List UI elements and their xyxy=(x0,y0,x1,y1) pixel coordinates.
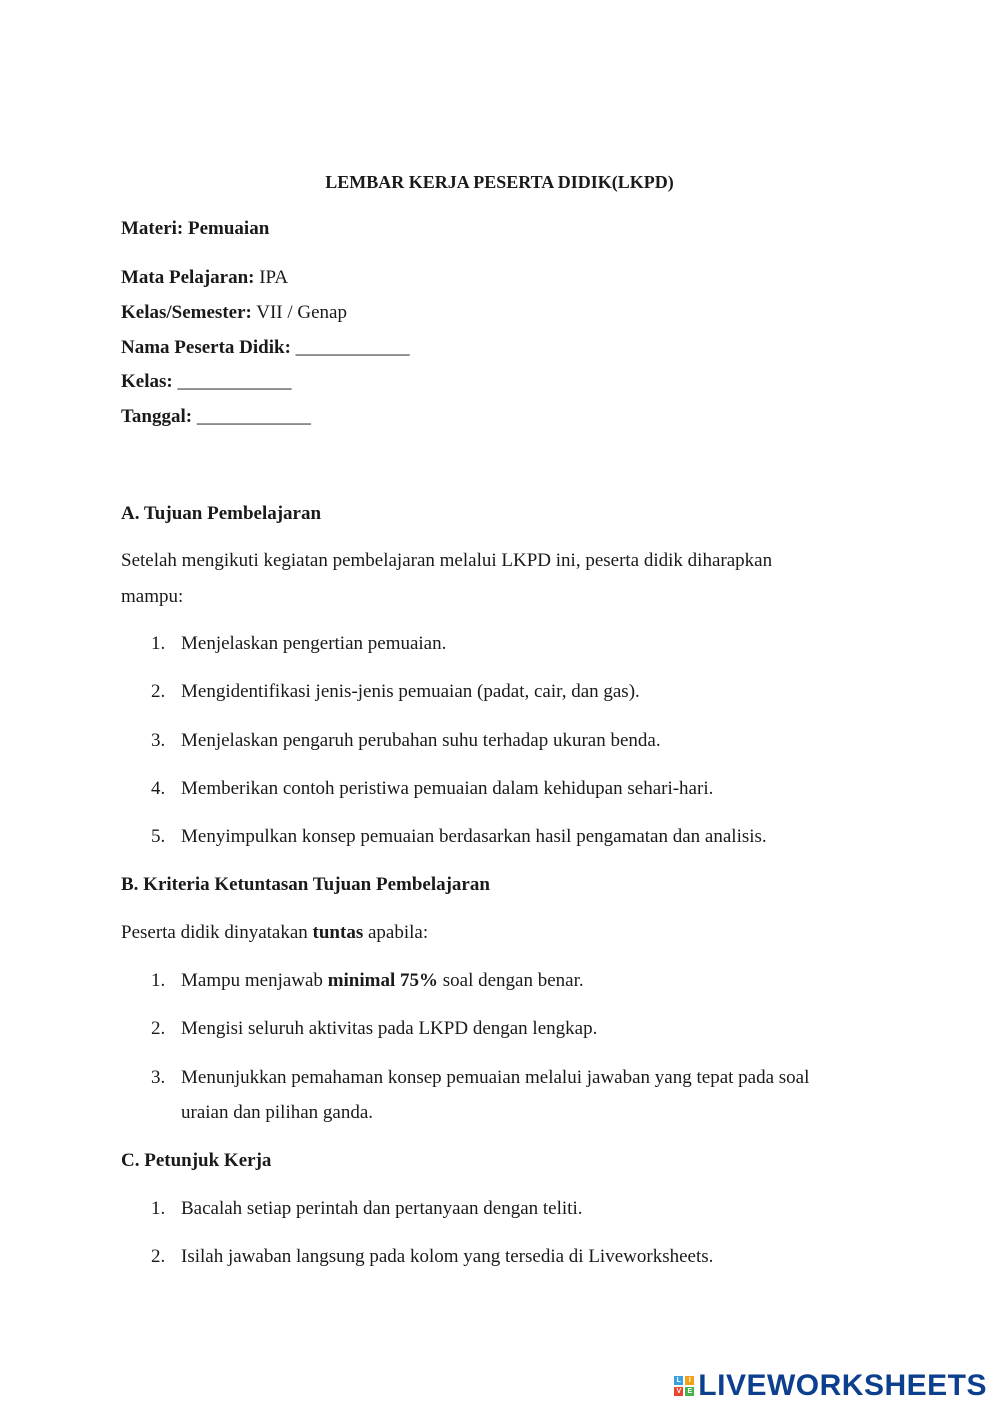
page-title: LEMBAR KERJA PESERTA DIDIK(LKPD) xyxy=(325,172,674,192)
list-number: 2. xyxy=(151,1246,166,1267)
field-label: Kelas/Semester: xyxy=(121,302,252,323)
list-number: 1. xyxy=(151,970,166,991)
list-number: 3. xyxy=(151,1067,166,1088)
field-kelas xyxy=(121,371,291,393)
field-mata-pelajaran xyxy=(121,267,288,289)
logo-letter: V xyxy=(674,1387,683,1396)
field-blank: ____________ xyxy=(172,371,292,392)
intro-emphasis: tuntas xyxy=(312,922,364,943)
field-tanggal xyxy=(121,406,311,428)
list-text: Mengidentifikasi jenis-jenis pemuaian (padat, cair, dan gas). xyxy=(181,681,640,702)
list-text: Memberikan contoh peristiwa pemuaian dalam kehidupan sehari-hari. xyxy=(181,778,714,799)
list-text xyxy=(181,964,861,998)
list-text: Bacalah setiap perintah dan pertanyaan dengan teliti. xyxy=(181,1198,583,1219)
logo-letter: L xyxy=(674,1376,683,1385)
list-number: 1. xyxy=(151,1198,166,1219)
list-text: Menjelaskan pengertian pemuaian. xyxy=(181,633,447,654)
section-a-intro-line2: mampu: xyxy=(121,586,184,607)
list-text-line: uraian dan pilihan ganda. xyxy=(181,1102,374,1123)
logo-letter: I xyxy=(685,1376,694,1385)
logo-letter: E xyxy=(685,1387,694,1396)
list-text: Menyimpulkan konsep pemuaian berdasarkan hasil pengamatan dan analisis. xyxy=(181,826,767,847)
list-text-part: Mampu menjawab xyxy=(181,970,328,991)
field-blank: ____________ xyxy=(192,406,311,427)
intro-text: Peserta didik dinyatakan xyxy=(121,922,313,943)
list-text: Mengisi seluruh aktivitas pada LKPD dengan lengkap. xyxy=(181,1018,598,1039)
section-b-heading: B. Kriteria Ketuntasan Tujuan Pembelajaran xyxy=(121,874,490,895)
list-number: 2. xyxy=(151,681,166,702)
field-kelas-semester xyxy=(121,302,347,324)
logo-text: LIVEWORKSHEETS xyxy=(698,1369,987,1402)
section-b-intro xyxy=(121,922,428,944)
list-text-part: soal dengan benar. xyxy=(438,970,584,991)
field-nama-peserta xyxy=(121,337,410,359)
field-label: Mata Pelajaran: xyxy=(121,267,255,288)
list-text: Isilah jawaban langsung pada kolom yang tersedia di Liveworksheets. xyxy=(181,1246,714,1267)
list-number: 5. xyxy=(151,826,166,847)
list-text-line: Menunjukkan pemahaman konsep pemuaian melalui jawaban yang tepat pada soal xyxy=(181,1067,810,1088)
field-label: Tanggal: xyxy=(121,406,193,427)
list-text xyxy=(181,1061,861,1095)
logo-grid-icon xyxy=(674,1376,694,1396)
list-text: Menjelaskan pengaruh perubahan suhu terhadap ukuran benda. xyxy=(181,730,661,751)
field-value: IPA xyxy=(254,267,289,288)
field-label: Kelas: xyxy=(121,371,173,392)
list-number: 3. xyxy=(151,730,166,751)
materi-label: Materi: Pemuaian xyxy=(121,218,270,239)
list-text-emphasis: minimal 75% xyxy=(327,970,438,991)
list-number: 1. xyxy=(151,633,166,654)
liveworksheets-logo xyxy=(674,1369,987,1403)
field-label: Nama Peserta Didik: xyxy=(121,337,291,358)
section-c-heading: C. Petunjuk Kerja xyxy=(121,1150,272,1171)
field-value: VII / Genap xyxy=(251,302,347,323)
section-a-intro-line1: Setelah mengikuti kegiatan pembelajaran melalui LKPD ini, peserta didik diharapkan xyxy=(121,550,773,571)
list-number: 2. xyxy=(151,1018,166,1039)
field-blank: ____________ xyxy=(290,337,410,358)
intro-text: apabila: xyxy=(363,922,429,943)
section-a-heading: A. Tujuan Pembelajaran xyxy=(121,503,322,524)
list-number: 4. xyxy=(151,778,166,799)
